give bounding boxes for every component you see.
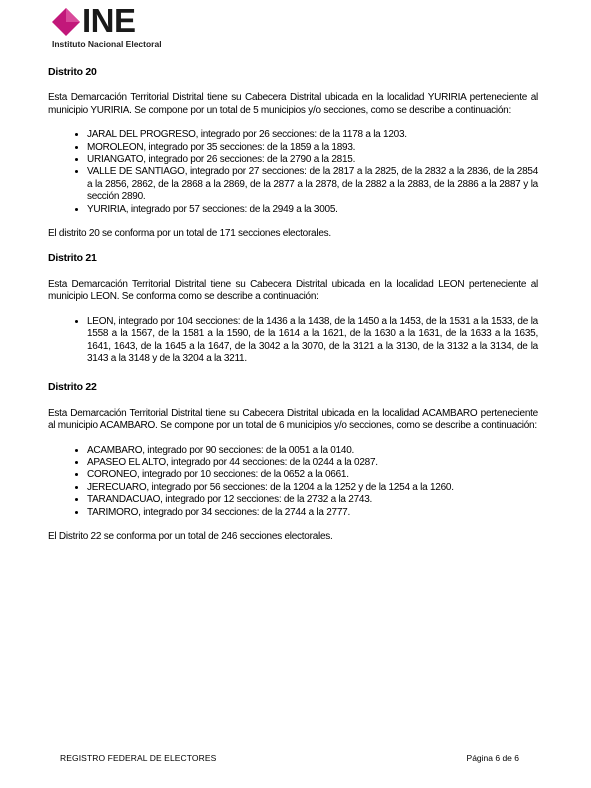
list-item: • LEON, integrado por 104 secciones: de la 1436 a la 1438, de la 1450 a la 1453, de la 1531 a la 1533, de la 1558 a la 1567, de la 1581 a la 1590, de la 1614 a la 1621, de la 1630 a la 1631, de la 1633 a la 1635, 1641, 1643, de la 1645 a la 1647, de la 3042 a la 3070, de la 3121 a la 3130, de la 3132 a la 3134, de la 3143 a la 3148 y de la 3204 a la 3211. bbox=[87, 316, 538, 366]
logo-wordmark: INE bbox=[82, 2, 136, 39]
footer-page-number: Página 6 de 6 bbox=[466, 753, 519, 763]
municipio-list-distrito-20 bbox=[48, 129, 538, 216]
list-item: • JARAL DEL PROGRESO, integrado por 26 secciones: de la 1178 a la 1203. bbox=[87, 129, 538, 141]
list-item: • YURIRIA, integrado por 57 secciones: de la 2949 a la 3005. bbox=[87, 204, 538, 216]
document-body bbox=[48, 66, 538, 555]
section-heading-distrito-21: Distrito 21 bbox=[48, 252, 97, 265]
list-item: • TARIMORO, integrado por 34 secciones: de la 2744 a la 2777. bbox=[87, 507, 538, 519]
list-item: • CORONEO, integrado por 10 secciones: de la 0652 a la 0661. bbox=[87, 469, 538, 481]
section-heading-distrito-20: Distrito 20 bbox=[48, 66, 97, 78]
section-intro-distrito-20: Esta Demarcación Territorial Distrital tiene su Cabecera Distrital ubicada en la localidad YURIRIA perteneciente al municipio YURIRIA. Se compone por un total de 5 municipios y/o secciones, como se describe a continuación: bbox=[48, 92, 538, 116]
municipio-list-distrito-22 bbox=[48, 445, 538, 519]
list-item: • TARANDACUAO, integrado por 12 secciones: de la 2732 a la 2743. bbox=[87, 494, 538, 506]
ine-diamond-icon bbox=[52, 6, 82, 40]
section-heading-distrito-22: Distrito 22 bbox=[48, 381, 97, 394]
list-item: • APASEO EL ALTO, integrado por 44 secciones: de la 0244 a la 0287. bbox=[87, 457, 538, 469]
list-item: • MOROLEON, integrado por 35 secciones: de la 1859 a la 1893. bbox=[87, 142, 538, 154]
list-item: • JERECUARO, integrado por 56 secciones: de la 1204 a la 1252 y de la 1254 a la 1260. bbox=[87, 482, 538, 494]
section-intro-distrito-22: Esta Demarcación Territorial Distrital tiene su Cabecera Distrital ubicada en la localidad ACAMBARO perteneciente al municipio ACAMBARO. Se compone por un total de 6 municipios y/o secciones, como se describe a continuación: bbox=[48, 407, 538, 432]
footer-organization: REGISTRO FEDERAL DE ELECTORES bbox=[60, 753, 217, 763]
list-item: • VALLE DE SANTIAGO, integrado por 27 secciones: de la 2817 a la 2825, de la 2832 a la 2836, de la 2854 a la 2856, 2862, de la 2868 a la 2869, de la 2877 a la 2878, de la 2882 a la 2883, de la 2886 a la 2887 y la sección 2890. bbox=[87, 166, 538, 203]
section-intro-distrito-21: Esta Demarcación Territorial Distrital tiene su Cabecera Distrital ubicada en la localidad LEON perteneciente al municipio LEON. Se conforma como se describe a continuación: bbox=[48, 278, 538, 303]
ine-logo bbox=[52, 2, 212, 50]
logo-subtitle: Instituto Nacional Electoral bbox=[52, 39, 162, 49]
list-item: • ACAMBARO, integrado por 90 secciones: de la 0051 a la 0140. bbox=[87, 445, 538, 457]
section-summary-distrito-20: El distrito 20 se conforma por un total de 171 secciones electorales. bbox=[48, 228, 331, 240]
municipio-list-distrito-21 bbox=[48, 316, 538, 366]
list-item: • URIANGATO, integrado por 26 secciones: de la 2790 a la 2815. bbox=[87, 154, 538, 166]
section-summary-distrito-22: El Distrito 22 se conforma por un total de 246 secciones electorales. bbox=[48, 530, 333, 542]
